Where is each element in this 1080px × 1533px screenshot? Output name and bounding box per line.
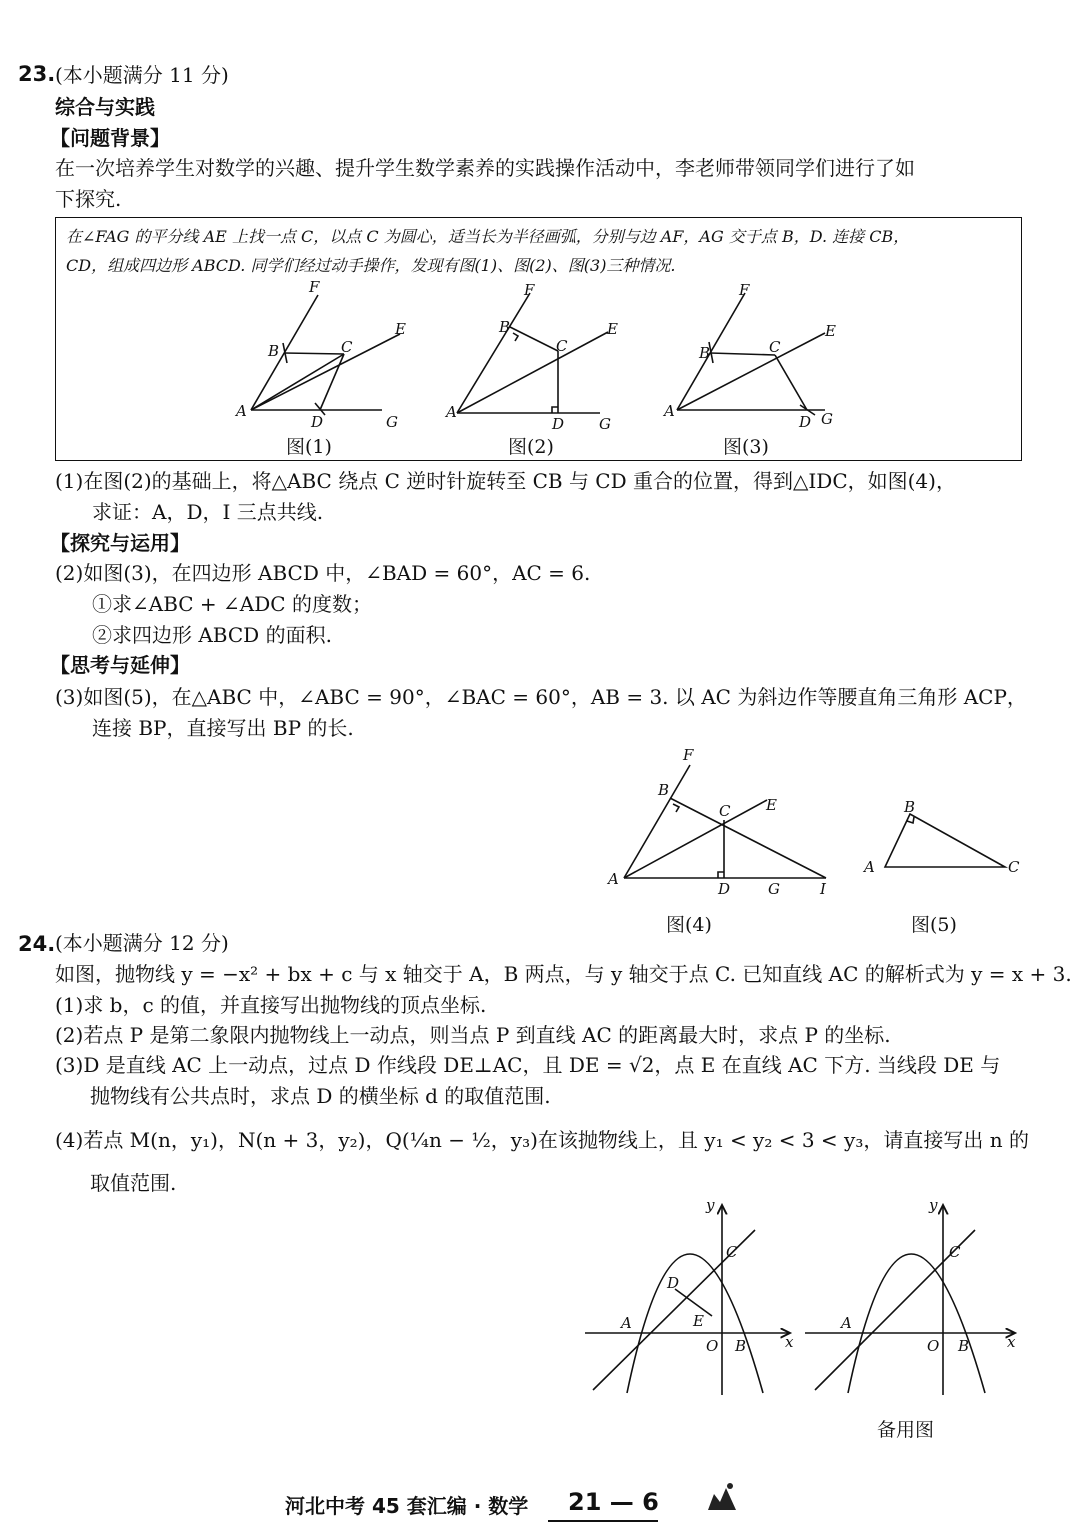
q23-box-line2: CD，组成四边形 ABCD. 同学们经过动手操作，发现有图(1)、图(2)、图(3)三种情况. — [66, 256, 676, 275]
q24-part4-line1: (4)若点 M(n，y₁)，N(n + 3，y₂)，Q(¼n − ½，y₃)在该抛物线上，且 y₁ < y₂ < 3 < y₃，请直接写出 n 的 — [55, 1128, 1029, 1152]
fig2-label-D: D — [552, 415, 565, 433]
fig2-label-G: G — [599, 415, 611, 433]
q23-part1-line1: (1)在图(2)的基础上，将△ABC 绕点 C 逆时针旋转至 CB 与 CD 重合的位置，得到△IDC，如图(4)， — [55, 469, 956, 493]
fig1-label-A: A — [236, 402, 247, 420]
q23-explore-heading: 【探究与运用】 — [50, 531, 190, 555]
fig4-label-I: I — [820, 880, 826, 898]
q23-number: 23. — [18, 62, 56, 86]
q24-part1: (1)求 b，c 的值，并直接写出抛物线的顶点坐标. — [55, 993, 487, 1017]
fig4-label-G: G — [768, 880, 780, 898]
fig3-label-C: C — [769, 338, 781, 356]
fig2-label-C: C — [556, 337, 568, 355]
fig4-label-B: B — [658, 781, 670, 799]
q24-score: (本小题满分 12 分) — [55, 931, 229, 955]
q23-title: 综合与实践 — [55, 95, 155, 119]
fig5-label-B: B — [904, 798, 916, 816]
fig2-label-F: F — [524, 281, 535, 299]
fig1-label-G: G — [386, 413, 398, 431]
footer-underline — [548, 1520, 658, 1522]
fig4-label-E: E — [766, 796, 777, 814]
q23-part2-line1: (2)如图(3)，在四边形 ABCD 中，∠BAD = 60°，AC = 6. — [55, 561, 591, 585]
q24-part3-line1: (3)D 是直线 AC 上一动点，过点 D 作线段 DE⊥AC，且 DE = √2，点 E 在直线 AC 下方. 当线段 DE 与 — [55, 1053, 1001, 1077]
fig3-label-A: A — [664, 402, 675, 420]
fig1-label-B: B — [268, 342, 280, 360]
spare-parabola-graph — [805, 1205, 1015, 1395]
fig5-caption: 图(5) — [911, 914, 957, 936]
fig2-caption: 图(2) — [508, 436, 554, 458]
q23-score: (本小题满分 11 分) — [55, 63, 229, 87]
footer-book-title: 河北中考 45 套汇编 · 数学 — [285, 1494, 529, 1518]
fig3-label-B: B — [699, 344, 711, 362]
fig2-label-B: B — [499, 318, 511, 336]
figure-4-diagram — [624, 765, 826, 878]
q23-think-heading: 【思考与延伸】 — [50, 653, 190, 677]
main-parabola-graph — [585, 1205, 790, 1395]
footer-page-number: 21 — 6 — [568, 1488, 659, 1516]
fig3-caption: 图(3) — [723, 436, 769, 458]
graph2-label-y: y — [929, 1196, 938, 1214]
spare-graph-caption: 备用图 — [877, 1419, 935, 1441]
graph1-label-E: E — [693, 1312, 704, 1330]
q23-box-line1: 在∠FAG 的平分线 AE 上找一点 C，以点 C 为圆心，适当长为半径画弧，分别与边 AF，AG 交于点 B，D. 连接 CB， — [66, 227, 910, 246]
graph2-label-C: C — [949, 1243, 961, 1261]
graph1-label-x: x — [785, 1333, 794, 1351]
q24-graphs — [575, 1195, 1035, 1405]
graph1-label-C: C — [726, 1243, 738, 1261]
q23-background-heading: 【问题背景】 — [50, 126, 170, 150]
q23-part3-line1: (3)如图(5)，在△ABC 中，∠ABC = 90°，∠BAC = 60°，AB = 3. 以 AC 为斜边作等腰直角三角形 ACP， — [55, 685, 1027, 709]
fig1-label-C: C — [341, 338, 353, 356]
fig1-label-F: F — [309, 278, 320, 296]
q24-intro: 如图，抛物线 y = −x² + bx + c 与 x 轴交于 A，B 两点，与 y 轴交于点 C. 已知直线 AC 的解析式为 y = x + 3. — [55, 962, 1072, 986]
fig4-label-C: C — [719, 802, 731, 820]
graph2-label-A: A — [841, 1314, 852, 1332]
figure-5-diagram — [885, 814, 1005, 867]
fig4-label-D: D — [718, 880, 731, 898]
q23-part2-sub1: ①求∠ABC + ∠ADC 的度数； — [92, 592, 372, 616]
fig5-label-A: A — [864, 858, 875, 876]
graph2-label-x: x — [1007, 1333, 1016, 1351]
graph1-label-A: A — [621, 1314, 632, 1332]
graph1-label-D: D — [667, 1274, 680, 1292]
fig4-label-A: A — [608, 870, 619, 888]
figure-2-diagram — [457, 293, 608, 413]
fig1-label-D: D — [311, 413, 324, 431]
fig4-caption: 图(4) — [666, 914, 712, 936]
fig2-label-E: E — [607, 320, 618, 338]
q24-part3-line2: 抛物线有公共点时，求点 D 的横坐标 d 的取值范围. — [90, 1084, 551, 1108]
q23-part1-line2: 求证：A，D，I 三点共线. — [92, 500, 324, 524]
q24-part2: (2)若点 P 是第二象限内抛物线上一动点，则当点 P 到直线 AC 的距离最大时，求点 P 的坐标. — [55, 1023, 891, 1047]
figures-4-and-5 — [600, 740, 1040, 900]
footer-logo-icon — [704, 1480, 740, 1514]
fig2-label-A: A — [446, 403, 457, 421]
q24-part4-line2: 取值范围. — [90, 1171, 177, 1195]
q23-part3-line2: 连接 BP，直接写出 BP 的长. — [92, 716, 354, 740]
q24-number: 24. — [18, 932, 56, 956]
graph1-label-O: O — [706, 1337, 719, 1355]
fig4-label-F: F — [683, 746, 694, 764]
fig3-label-G: G — [821, 410, 833, 428]
fig3-label-F: F — [739, 281, 750, 299]
fig1-label-E: E — [395, 320, 406, 338]
graph1-label-B: B — [735, 1337, 747, 1355]
graph2-label-B: B — [958, 1337, 970, 1355]
graph2-label-O: O — [927, 1337, 940, 1355]
fig3-label-D: D — [799, 413, 812, 431]
graph1-label-y: y — [706, 1196, 715, 1214]
q23-background-line2: 下探究. — [55, 187, 122, 211]
q23-part2-sub2: ②求四边形 ABCD 的面积. — [92, 623, 332, 647]
fig1-caption: 图(1) — [286, 436, 332, 458]
q23-background-line1: 在一次培养学生对数学的兴趣、提升学生数学素养的实践操作活动中，李老师带领同学们进行了如 — [55, 156, 915, 180]
fig3-label-E: E — [825, 322, 836, 340]
fig5-label-C: C — [1008, 858, 1020, 876]
